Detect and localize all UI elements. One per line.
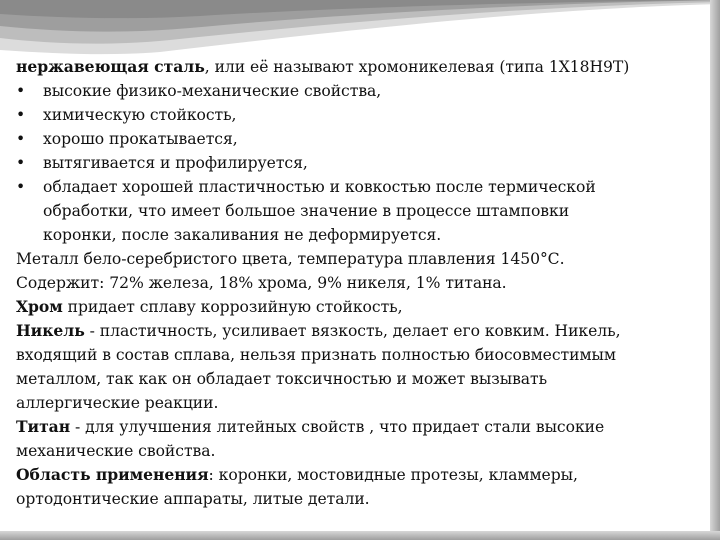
slide-border-right: [710, 0, 720, 540]
nickel-line: Никель - пластичность, усиливает вязкость, делает его ковким. Никель,: [16, 321, 621, 340]
list-item: • высокие физико-механические свойства,: [16, 79, 706, 103]
nickel-line-cont: аллергические реакции.: [16, 394, 219, 412]
application-line-cont: ортодонтические аппараты, литые детали.: [16, 490, 370, 508]
list-item: • обладает хорошей пластичностью и ковкостью после термической: [16, 175, 706, 199]
application-term: Область применения: [16, 465, 209, 484]
slide-text: [16, 55, 706, 511]
titanium-term: Титан: [16, 417, 71, 436]
melting-point-line: Металл бело-серебристого цвета, температура плавления 1450°С.: [16, 250, 565, 268]
list-item: • химическую стойкость,: [16, 103, 706, 127]
composition-line: Содержит: 72% железа, 18% хрома, 9% никеля, 1% титана.: [16, 274, 507, 292]
chrome-term: Хром: [16, 297, 63, 316]
nickel-term: Никель: [16, 321, 85, 340]
list-item: • хорошо прокатывается,: [16, 127, 706, 151]
bullet-icon: •: [16, 130, 26, 148]
intro-line: [16, 55, 706, 79]
bullet-icon: •: [16, 178, 26, 196]
bullet-icon: •: [16, 106, 26, 124]
list-item-continuation: обработки, что имеет большое значение в процессе штамповки: [43, 202, 570, 220]
nickel-line-cont: входящий в состав сплава, нельзя признать полностью биосовместимым: [16, 346, 616, 364]
intro-text: , или её называют хромоникелевая (типа 1Х18Н9Т): [204, 58, 630, 76]
header-swoosh-decoration: [0, 0, 720, 60]
chrome-line: Хром придает сплаву коррозийную стойкость,: [16, 297, 403, 316]
titanium-line-cont: механические свойства.: [16, 442, 216, 460]
titanium-line: Титан - для улучшения литейных свойств , что придает стали высокие: [16, 417, 605, 436]
slide-border-bottom: [0, 531, 720, 540]
bullet-icon: •: [16, 82, 26, 100]
bullet-icon: •: [16, 154, 26, 172]
stainless-steel-term: нержавеющая сталь: [16, 57, 205, 76]
list-item: • вытягивается и профилируется,: [16, 151, 706, 175]
list-item-continuation: коронки, после закаливания не деформируется.: [43, 226, 442, 244]
nickel-line-cont: металлом, так как он обладает токсичностью и может вызывать: [16, 370, 548, 388]
application-line: Область применения: коронки, мостовидные протезы, кламмеры,: [16, 465, 578, 484]
